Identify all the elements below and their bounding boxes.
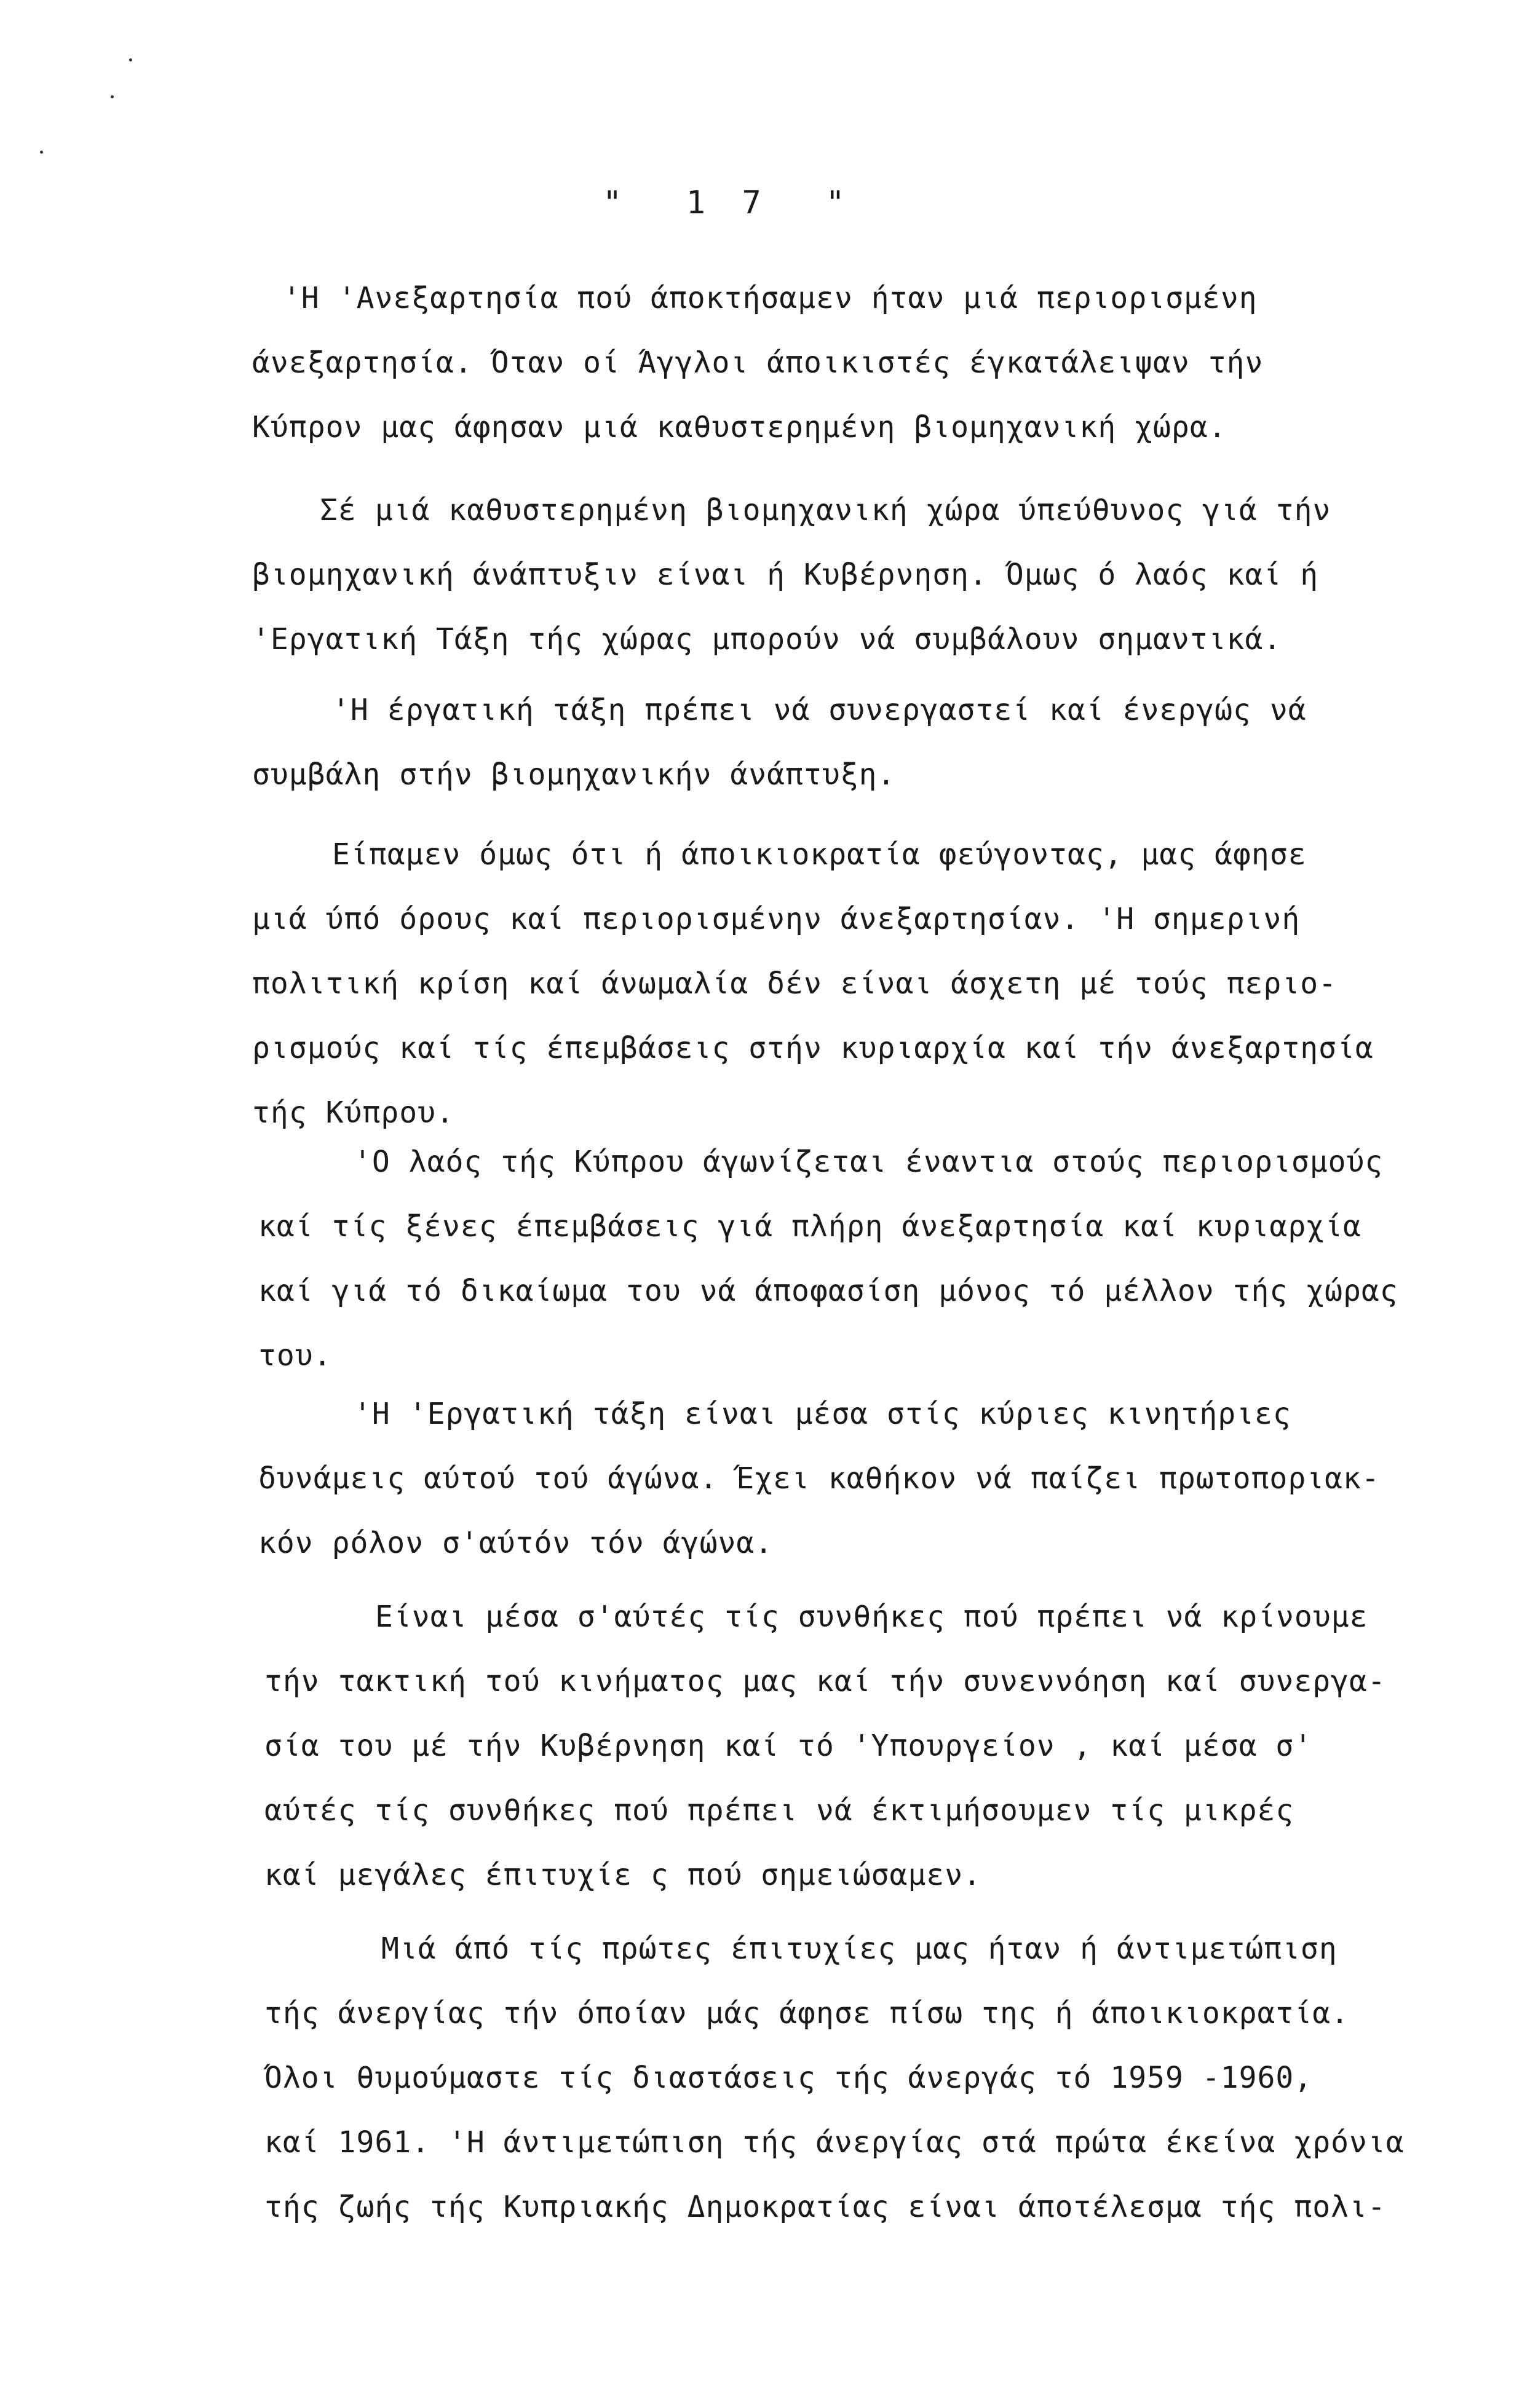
text-line: τής άνεργίας τήν όποίαν μάς άφησε πίσω της ή άποικιοκρατία. [264, 1996, 1350, 2031]
text-line: βιομηχανική άνάπτυξιν είναι ή Κυβέρνηση. Όμως ό λαός καί ή [252, 558, 1319, 592]
text-line: του. [258, 1338, 332, 1373]
text-line: καί τίς ξένες έπεμβάσεις γιά πλήρη άνεξαρτησία καί κυριαρχία [258, 1209, 1361, 1244]
text-line: 'Ο λαός τής Κύπρου άγωνίζεται έναντια στούς περιορισμούς [354, 1145, 1384, 1179]
text-line: καί μεγάλες έπιτυχίε ς πού σημειώσαμεν. [264, 1858, 982, 1892]
text-line: συμβάλη στήν βιομηχανικήν άνάπτυξη. [252, 757, 896, 792]
text-line: Σέ μιά καθυστερημένη βιομηχανική χώρα ύπεύθυνος γιά τήν [320, 493, 1331, 527]
text-line: τής ζωής τής Κυπριακής Δημοκρατίας είναι άποτέλεσμα τής πολι- [264, 2190, 1386, 2224]
scan-speck [129, 58, 132, 61]
scan-speck [40, 151, 43, 154]
page-number: " 1 7 " [603, 184, 854, 221]
text-line: Μιά άπό τίς πρώτες έπιτυχίες μας ήταν ή άντιμετώπιση [381, 1932, 1338, 1966]
text-line: τήν τακτική τού κινήματος μας καί τήν συνεννόηση καί συνεργα- [264, 1664, 1386, 1699]
text-line: μιά ύπό όρους καί περιορισμένην άνεξαρτησίαν. 'Η σημερινή [252, 902, 1301, 936]
scan-speck [111, 95, 114, 98]
text-line: δυνάμεις αύτού τού άγώνα. Έχει καθήκον νά παίζει πρωτοποριακ- [258, 1461, 1380, 1496]
text-line: Είναι μέσα σ'αύτές τίς συνθήκες πού πρέπει νά κρίνουμε [375, 1600, 1368, 1634]
text-line: καί 1961. 'Η άντιμετώπιση τής άνεργίας στά πρώτα έκείνα χρόνια [264, 2125, 1405, 2160]
text-line: ρισμούς καί τίς έπεμβάσεις στήν κυριαρχία καί τήν άνεξαρτησία [252, 1031, 1374, 1065]
text-line: κόν ρόλον σ'αύτόν τόν άγώνα. [258, 1526, 774, 1560]
text-line: σία του μέ τήν Κυβέρνηση καί τό 'Υπουργείον , καί μέσα σ' [264, 1729, 1313, 1763]
text-line: 'Η έργατική τάξη πρέπει νά συνεργαστεί καί ένεργώς νά [332, 693, 1307, 727]
text-line: 'Εργατική Τάξη τής χώρας μπορούν νά συμβάλουν σημαντικά. [252, 622, 1282, 657]
text-line: τής Κύπρου. [252, 1095, 454, 1130]
text-line: 'Η 'Εργατική τάξη είναι μέσα στίς κύριες κινητήριες [354, 1397, 1291, 1431]
text-line: άνεξαρτησία. Όταν οί Άγγλοι άποικιστές έγκατάλειψαν τήν [252, 345, 1264, 380]
text-line: Είπαμεν όμως ότι ή άποικιοκρατία φεύγοντας, μας άφησε [332, 837, 1307, 872]
text-line: αύτές τίς συνθήκες πού πρέπει νά έκτιμήσουμεν τίς μικρές [264, 1793, 1294, 1828]
text-line: πολιτική κρίση καί άνωμαλία δέν είναι άσχετη μέ τούς περιο- [252, 966, 1338, 1001]
text-line: Όλοι θυμούμαστε τίς διαστάσεις τής άνεργάς τό 1959 -1960, [264, 2061, 1313, 2095]
text-line: καί γιά τό δικαίωμα του νά άποφασίση μόνος τό μέλλον τής χώρας [258, 1274, 1398, 1308]
text-line: Κύπρον μας άφησαν μιά καθυστερημένη βιομηχανική χώρα. [252, 410, 1227, 444]
text-line: 'Η 'Ανεξαρτησία πού άποκτήσαμεν ήταν μιά περιορισμένη [283, 281, 1258, 315]
